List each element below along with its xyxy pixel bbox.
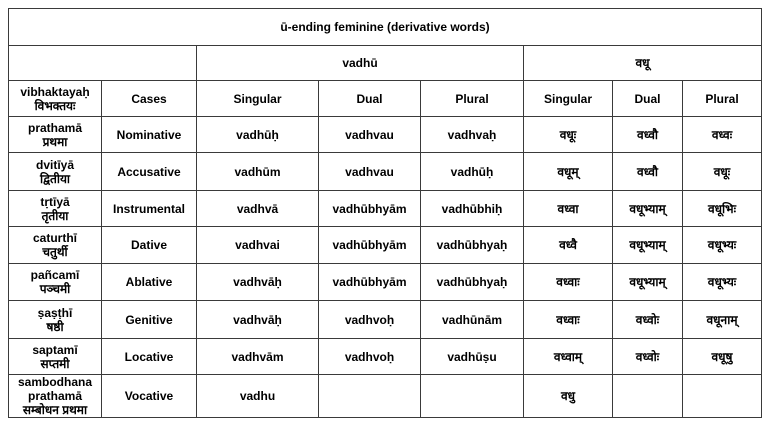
vibhakti-cell [9, 191, 102, 227]
deva-dual-cell: वध्वोः [613, 301, 683, 339]
vibhakti-roman: prathamā [27, 120, 83, 135]
deva-plural-cell: वधूभिः [683, 191, 762, 227]
vibhakti-cell [9, 375, 102, 418]
roman-singular-cell: vadhūm [197, 153, 319, 191]
group-header-devanagari: वधू [524, 46, 762, 81]
vibhakti-cell [9, 153, 102, 191]
table-row [9, 227, 762, 264]
deva-dual-cell: वध्वौ [613, 117, 683, 153]
vibhakti-devanagari: प्रथमा [42, 134, 68, 149]
deva-dual-cell [613, 375, 683, 418]
deva-dual-header: Dual [613, 81, 683, 117]
deva-dual-cell: वधूभ्याम् [613, 191, 683, 227]
roman-plural-cell: vadhūṣu [421, 339, 524, 375]
roman-plural-header: Plural [421, 81, 524, 117]
deva-plural-cell: वधूः [683, 153, 762, 191]
vibhakti-roman: dvitīyā [35, 157, 74, 172]
roman-dual-cell [319, 375, 421, 418]
deva-dual-cell: वध्वौ [613, 153, 683, 191]
vibhakti-header-roman: vibhaktayaḥ [20, 84, 90, 99]
deva-dual-cell: वध्वोः [613, 339, 683, 375]
vibhakti-roman: tṛtīyā [40, 194, 70, 209]
case-cell: Accusative [102, 153, 197, 191]
deva-plural-cell: वधूभ्यः [683, 264, 762, 301]
roman-plural-cell [421, 375, 524, 418]
roman-singular-cell: vadhvā [197, 191, 319, 227]
table-title: ū-ending feminine (derivative words) [9, 9, 762, 46]
deva-singular-cell: वध्वाः [524, 301, 613, 339]
roman-dual-cell: vadhvoḥ [319, 339, 421, 375]
vibhakti-roman-line2: prathamā [27, 389, 83, 403]
vibhakti-roman: ṣaṣṭhī [37, 305, 73, 320]
table-row [9, 117, 762, 153]
vibhakti-cell [9, 117, 102, 153]
case-cell: Ablative [102, 264, 197, 301]
vibhakti-devanagari: सप्तमी [40, 356, 70, 371]
roman-singular-cell: vadhvāḥ [197, 264, 319, 301]
deva-plural-header: Plural [683, 81, 762, 117]
vibhakti-header [9, 81, 102, 117]
deva-singular-cell: वध्वाः [524, 264, 613, 301]
deva-singular-cell: वधूम् [524, 153, 613, 191]
roman-singular-cell: vadhvām [197, 339, 319, 375]
table-row [9, 375, 762, 418]
deva-singular-cell: वध्वै [524, 227, 613, 264]
roman-plural-cell: vadhvaḥ [421, 117, 524, 153]
empty-corner-cell [9, 46, 197, 81]
deva-plural-cell: वधूनाम् [683, 301, 762, 339]
case-cell: Nominative [102, 117, 197, 153]
roman-dual-header: Dual [319, 81, 421, 117]
vibhakti-cell [9, 264, 102, 301]
roman-plural-cell: vadhūḥ [421, 153, 524, 191]
vibhakti-devanagari: षष्ठी [46, 319, 64, 334]
deva-singular-cell: वध्वा [524, 191, 613, 227]
roman-plural-cell: vadhūbhyaḥ [421, 264, 524, 301]
vibhakti-cell [9, 339, 102, 375]
cases-header: Cases [102, 81, 197, 117]
case-cell: Locative [102, 339, 197, 375]
deva-singular-cell: वधु [524, 375, 613, 418]
deva-singular-cell: वध्वाम् [524, 339, 613, 375]
case-cell: Dative [102, 227, 197, 264]
vibhakti-roman: caturthī [32, 231, 77, 245]
deva-plural-cell [683, 375, 762, 418]
roman-plural-cell: vadhūbhyaḥ [421, 227, 524, 264]
deva-plural-cell: वधूषु [683, 339, 762, 375]
table-row [9, 264, 762, 301]
deva-dual-cell: वधूभ्याम् [613, 227, 683, 264]
deva-singular-header: Singular [524, 81, 613, 117]
roman-singular-header: Singular [197, 81, 319, 117]
case-cell: Genitive [102, 301, 197, 339]
roman-plural-cell: vadhūnām [421, 301, 524, 339]
vibhakti-devanagari: सम्बोधन प्रथमा [22, 403, 88, 417]
vibhakti-devanagari: तृतीया [41, 208, 69, 223]
vibhakti-devanagari: चतुर्थी [42, 245, 68, 259]
table-row [9, 153, 762, 191]
table-row [9, 301, 762, 339]
roman-singular-cell: vadhvāḥ [197, 301, 319, 339]
table-row [9, 339, 762, 375]
vibhakti-roman: sambodhana [17, 375, 92, 389]
group-header-roman: vadhū [197, 46, 524, 81]
vibhakti-roman: saptamī [32, 342, 78, 357]
declension-table [8, 8, 762, 418]
roman-dual-cell: vadhūbhyām [319, 191, 421, 227]
deva-dual-cell: वधूभ्याम् [613, 264, 683, 301]
vibhakti-header-devanagari: विभक्तयः [34, 98, 76, 113]
vibhakti-devanagari: द्वितीया [39, 171, 71, 186]
vibhakti-roman: pañcamī [30, 268, 80, 282]
roman-singular-cell: vadhvai [197, 227, 319, 264]
roman-plural-cell: vadhūbhiḥ [421, 191, 524, 227]
vibhakti-cell [9, 227, 102, 264]
deva-singular-cell: वधूः [524, 117, 613, 153]
roman-dual-cell: vadhvau [319, 153, 421, 191]
roman-singular-cell: vadhu [197, 375, 319, 418]
roman-dual-cell: vadhvoḥ [319, 301, 421, 339]
table-row [9, 191, 762, 227]
roman-singular-cell: vadhūḥ [197, 117, 319, 153]
vibhakti-cell [9, 301, 102, 339]
deva-plural-cell: वध्वः [683, 117, 762, 153]
roman-dual-cell: vadhūbhyām [319, 264, 421, 301]
roman-dual-cell: vadhūbhyām [319, 227, 421, 264]
case-cell: Instrumental [102, 191, 197, 227]
roman-dual-cell: vadhvau [319, 117, 421, 153]
case-cell: Vocative [102, 375, 197, 418]
vibhakti-devanagari: पञ्चमी [39, 282, 71, 296]
deva-plural-cell: वधूभ्यः [683, 227, 762, 264]
